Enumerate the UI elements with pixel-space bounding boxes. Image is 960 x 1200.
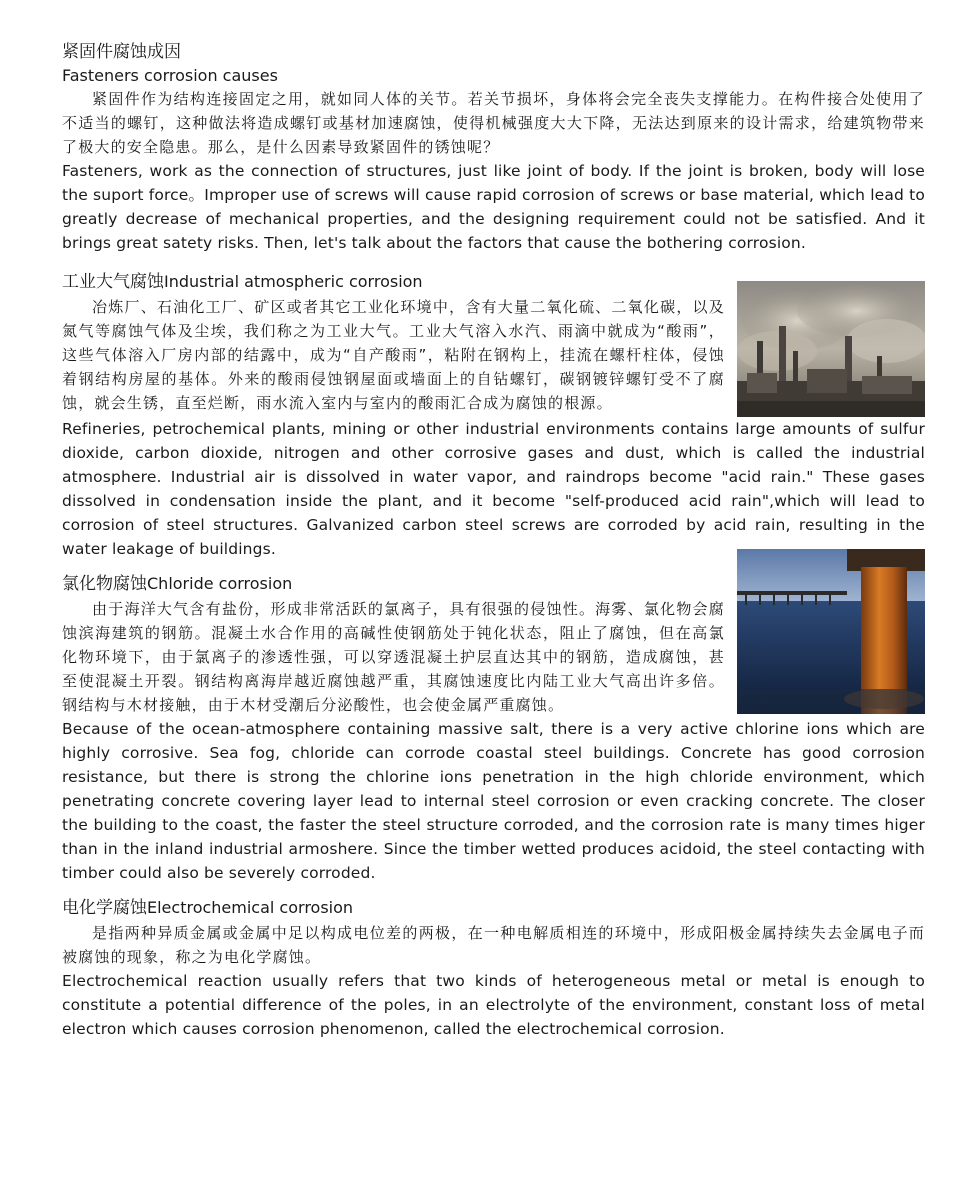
industrial-paragraph-en: Refineries, petrochemical plants, mining or other industrial environments contains large amounts of sulfur dioxide, carbon dioxide, nitrogen and other corrosive gases and dust, which is called the industrial atmosphere. Industrial air is dissolved in water vapor, and raindrops become "acid rain." These gases dissolved in condensation inside the plant, and it become "self-produced acid rain",which will lead to corrosion of steel structures. Galvanized carbon steel screws are corroded by acid rain, resulting in the water leakage of buildings. (62, 420, 925, 558)
electrochemical-paragraph-cn: 是指两种异质金属或金属中足以构成电位差的两极，在一种电解质相连的环境中，形成阳极金属持续失去金属电子而被腐蚀的现象，称之为电化学腐蚀。 (62, 924, 925, 966)
electrochemical-title (62, 895, 925, 921)
industrial-title-en: Industrial atmospheric corrosion (164, 272, 423, 291)
chloride-title-cn: 氯化物腐蚀 (62, 574, 147, 594)
electrochemical-title-cn: 电化学腐蚀 (62, 898, 147, 918)
industrial-smokestacks-icon (737, 281, 925, 417)
rusted-pier-piling-icon (737, 549, 925, 714)
chloride-paragraph-cn: 由于海洋大气含有盐份，形成非常活跃的氯离子，具有很强的侵蚀性。海雾、氯化物会腐蚀滨海建筑的钢筋。混凝土水合作用的高碱性使钢筋处于钝化状态，阻止了腐蚀，但在高氯化物环境下，由于氯离子的渗透性强，可以穿透混凝土护层直达其中的钢筋，造成腐蚀，甚至使混凝土开裂。钢结构离海岸越近腐蚀越严重，其腐蚀速度比内陆工业大气高出许多倍。钢结构与木材接触，由于木材受潮后分泌酸性，也会使金属严重腐蚀。 (62, 600, 725, 714)
intro-paragraph-cn: 紧固件作为结构连接固定之用，就如同人体的关节。若关节损坏，身体将会完全丧失支撑能力。在构件接合处使用了不适当的螺钉，这种做法将造成螺钉或基材加速腐蚀，使得机械强度大大下降，无法达到原来的设计需求，给建筑物带来了极大的安全隐患。那么，是什么因素导致紧固件的锈蚀呢？ (62, 90, 925, 156)
chloride-paragraph-en: Because of the ocean-atmosphere containing massive salt, there is a very active chlorine ions which are highly corrosive. Sea fog, chloride can corrode coastal steel buildings. Concrete has good corrosion resistance, but there is strong the chlorine ions penetration in the high chloride environment, which penetrating concrete covering layer lead to internal steel corrosion or even cracking concrete. The closer the building to the coast, the faster the steel structure corroded, and the corrosion rate is many times higer than in the inland industrial armoshere. Since the timber wetted produces acidoid, the steel contacting with timber could also be severely corroded. (62, 720, 925, 882)
chloride-title-en: Chloride corrosion (147, 574, 293, 593)
industrial-paragraph-cn: 冶炼厂、石油化工厂、矿区或者其它工业化环境中，含有大量二氧化硫、二氧化碳，以及氮气等腐蚀气体及尘埃，我们称之为工业大气。工业大气溶入水汽、雨滴中就成为“酸雨”，这些气体溶入厂房内部的结露中，成为“自产酸雨”，粘附在钢构上，挂流在螺杆柱体，侵蚀着钢结构房屋的基体。外来的酸雨侵蚀钢屋面或墙面上的自钻螺钉，碳钢镀锌螺钉受不了腐蚀，就会生锈，直至烂断，雨水流入室内与室内的酸雨汇合成为腐蚀的根源。 (62, 298, 725, 412)
intro-paragraph-en: Fasteners, work as the connection of structures, just like joint of body. If the joint is broken, body will lose the suport force。Improper use of screws will cause rapid corrosion of screws or base material, which lead to greatly decrease of mechanical properties, and the designing requirement could not be satisfied. And it brings great satety risks. Then, let's talk about the factors that cause the bothering corrosion. (62, 162, 925, 252)
industrial-photo (737, 281, 925, 417)
industrial-title-cn: 工业大气腐蚀 (62, 272, 164, 292)
intro-title-en: Fasteners corrosion causes (62, 66, 278, 85)
intro-section (62, 40, 925, 255)
electrochemical-paragraph-en: Electrochemical reaction usually refers that two kinds of heterogeneous metal or metal is enough to constitute a potential difference of the poles, in an electrolyte of the environment, constant loss of metal electron which causes corrosion phenomenon, called the electrochemical corrosion. (62, 972, 925, 1038)
electrochemical-title-en: Electrochemical corrosion (147, 898, 354, 917)
electrochemical-section (62, 895, 925, 1041)
intro-title-cn: 紧固件腐蚀成因 (62, 42, 181, 62)
chloride-section (62, 571, 925, 885)
industrial-section (62, 269, 925, 561)
document-page (62, 40, 925, 1041)
chloride-photo (737, 549, 925, 714)
